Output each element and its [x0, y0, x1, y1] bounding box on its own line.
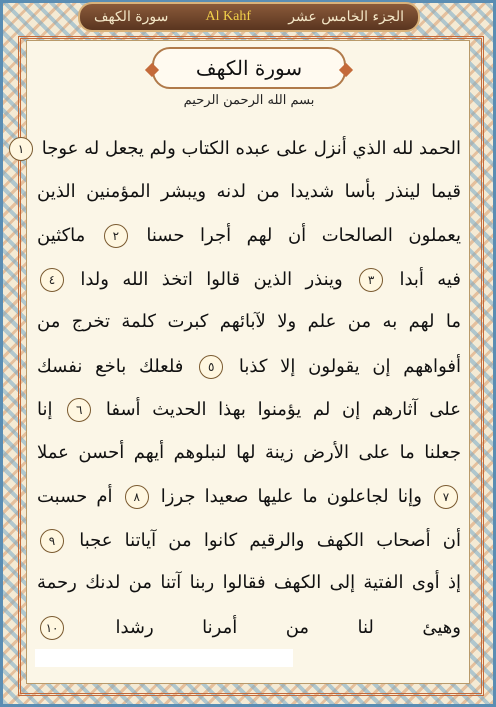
verse-line [37, 485, 461, 515]
verse-text: الحمد لله الذي أنزل على عبده الكتاب ولم يجعل له عوجا [41, 138, 461, 159]
ayah-number-marker: ٢ [104, 224, 128, 248]
verse-line [37, 616, 461, 646]
verse-line [37, 398, 461, 428]
verse-line [17, 137, 461, 167]
ayah-number-marker: ١٠ [40, 616, 64, 640]
juz-label: الجزء الخامس عشر [288, 9, 404, 25]
verse-text: فلعلك باخع نفسك [37, 355, 184, 377]
surah-name-label: سورة الكهف [94, 9, 169, 25]
verse-line [37, 529, 461, 559]
verse-text: وينذر الذين قالوا اتخذ الله ولدا [80, 268, 343, 290]
verse-text: وإنا لجاعلون ما عليها صعيدا جرزا [160, 486, 422, 507]
verse-line [37, 181, 461, 211]
verse-text: أم حسبت [37, 486, 113, 507]
ayah-number-marker: ٣ [359, 268, 383, 292]
verse-text: يعملون الصالحات أن لهم أجرا حسنا [146, 225, 461, 246]
blank-patch [35, 649, 293, 667]
english-surah-name: Al Kahf [205, 9, 252, 24]
verse-text: قيما لينذر بأسا شديدا من لدنه ويبشر المؤمنين الذين [37, 180, 461, 202]
ayah-number-marker: ١ [9, 137, 33, 161]
basmala: بسم الله الرحمن الرحيم [183, 93, 315, 108]
page-header [78, 2, 420, 32]
verse-text: إذ أوى الفتية إلى الكهف فقالوا ربنا آتنا من لدنك رحمة [37, 572, 461, 593]
verse-text: إنا [37, 399, 53, 420]
verse-text: ما لهم به من علم ولا لآبائهم كبرت كلمة تخرج من [37, 311, 461, 332]
verse-text: جعلنا ما على الأرض زينة لها لنبلوهم أيهم أحسن عملا [37, 441, 461, 463]
surah-title: سورة الكهف [195, 56, 303, 80]
ayah-number-marker: ٥ [199, 355, 223, 379]
ayah-number-marker: ٦ [67, 398, 91, 422]
verse-text: ماكثين [37, 225, 86, 246]
verse-text: فيه أبدا [399, 268, 461, 290]
ayah-number-marker: ٩ [40, 529, 64, 553]
verse-line [37, 224, 461, 254]
text-panel [17, 40, 470, 684]
verse-text: أن أصحاب الكهف والرقيم كانوا من آياتنا عجبا [79, 529, 461, 551]
ayah-number-marker: ٨ [125, 485, 149, 509]
verse-line [37, 355, 461, 385]
verse-line [37, 572, 461, 602]
verse-text: وهيئ لنا من أمرنا رشدا [115, 616, 461, 638]
verse-line [37, 442, 461, 472]
ayah-number-marker: ٧ [434, 485, 458, 509]
ayah-number-marker: ٤ [40, 268, 64, 292]
verse-line [37, 311, 461, 341]
verse-text: على آثارهم إن لم يؤمنوا بهذا الحديث أسفا [105, 399, 461, 420]
surah-title-cartouche [152, 47, 346, 89]
verse-text: أفواههم إن يقولون إلا كذبا [238, 355, 461, 377]
verse-line [37, 268, 461, 298]
